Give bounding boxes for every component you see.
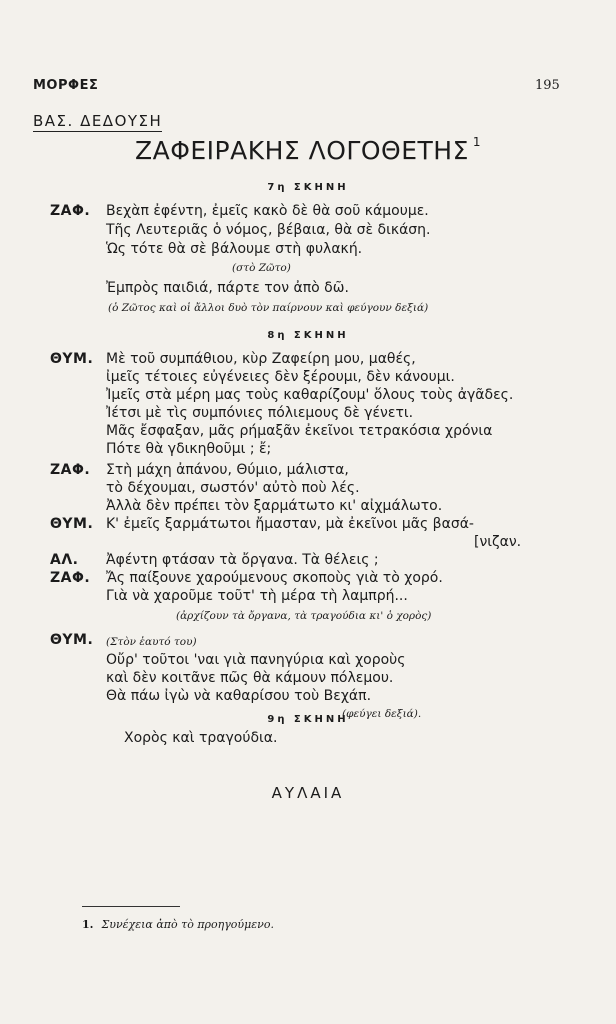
speaker-label: ΘΥΜ. bbox=[50, 351, 94, 367]
stage-direction: (ὁ Ζῶτος καὶ οἱ ἄλλοι δυὸ τὸν παίρνουν καὶ φεύγουν δεξιά) bbox=[108, 302, 429, 314]
verse-line: Ἀφέντη φτάσαν τὰ ὄργανα. Τὰ θέλεις ; bbox=[106, 552, 379, 568]
verse-line: Μᾶς ἔσφαξαν, μᾶς ρήμαξᾶν ἐκεῖνοι τετρακόσια χρόνια bbox=[106, 423, 493, 439]
speaker-label: ΘΥΜ. bbox=[50, 632, 94, 648]
speaker-label: ΖΑΦ. bbox=[50, 570, 91, 586]
journal-name: ΜΟΡΦΕΣ bbox=[33, 78, 99, 93]
stage-direction: (φεύγει δεξιά). bbox=[342, 708, 422, 720]
footnote-text: Συνέχεια ἀπὸ τὸ προηγούμενο. bbox=[101, 918, 274, 931]
verse-line: Ἰέτσι μὲ τὶς συμπόνιες πόλιεμους δὲ γένετι. bbox=[106, 405, 414, 421]
title-footnote-marker: 1 bbox=[472, 134, 482, 149]
verse-line: Ὡς τότε θὰ σὲ βάλουμε στὴ φυλακή. bbox=[106, 241, 363, 257]
verse-line: Ἄς παίξουνε χαρούμενους σκοποὺς γιὰ τὸ χορό. bbox=[106, 570, 443, 586]
verse-line: Θὰ πάω ἰγὼ νὰ καθαρίσου τοὺ Βεχάπ. bbox=[106, 688, 372, 704]
verse-line: Μὲ τοῦ συμπάθιου, κὺρ Ζαφείρη μου, μαθές, bbox=[106, 351, 416, 367]
scene-8-heading: 8η ΣΚΗΝΗ bbox=[267, 330, 349, 341]
speaker-label: ΖΑΦ. bbox=[50, 203, 91, 219]
verse-line: Στὴ μάχη ἀπάνου, Θύμιο, μάλιστα, bbox=[106, 462, 349, 478]
footnote-number: 1. bbox=[82, 918, 94, 931]
speaker-label: ΘΥΜ. bbox=[50, 516, 94, 532]
speaker-label: ΖΑΦ. bbox=[50, 462, 91, 478]
verse-line: τὸ δέχουμαι, σωστόν' αὐτὸ ποὺ λές. bbox=[106, 480, 360, 496]
stage-direction: (Στὸν ἑαυτό του) bbox=[106, 636, 197, 648]
verse-line: ἰμεῖς τέτοιες εὐγένειες δὲν ξέρουμι, δὲν κάνουμι. bbox=[106, 369, 455, 385]
scene-7-heading: 7η ΣΚΗΝΗ bbox=[267, 182, 349, 193]
verse-line: Πότε θὰ γδικηθοῦμι ; ἔ; bbox=[106, 441, 272, 457]
footnote-divider bbox=[82, 906, 180, 907]
verse-line: Γιὰ νὰ χαροῦμε τοῦτ' τὴ μέρα τὴ λαμπρή... bbox=[106, 588, 408, 604]
speaker-label: ΑΛ. bbox=[50, 552, 79, 568]
verse-line: Ἐμπρὸς παιδιά, πάρτε τον ἀπὸ δῶ. bbox=[106, 280, 349, 296]
footnote bbox=[82, 918, 274, 931]
stage-direction: (στὸ Ζῶτο) bbox=[232, 262, 291, 274]
verse-line: Χορὸς καὶ τραγούδια. bbox=[124, 730, 278, 746]
scene-9-heading: 9η ΣΚΗΝΗ bbox=[267, 714, 349, 725]
title-text: ΖΑΦΕΙΡΑΚΗΣ ΛΟΓΟΘΕΤΗΣ bbox=[134, 136, 469, 165]
verse-line: Ἀλλὰ δὲν πρέπει τὸν ξαρμάτωτο κι' αἰχμάλωτο. bbox=[106, 498, 443, 514]
author-name: ΒΑΣ. ΔΕΔΟΥΣΗ bbox=[33, 112, 163, 130]
verse-line: Κ' ἐμεῖς ξαρμάτωτοι ἤμασταν, μὰ ἐκεῖνοι μᾶς βασά- bbox=[106, 516, 474, 532]
page-number: 195 bbox=[535, 78, 560, 93]
verse-line: Τῆς Λευτεριᾶς ὁ νόμος, βέβαια, θὰ σὲ δικάση. bbox=[106, 222, 431, 238]
play-title bbox=[0, 136, 616, 165]
verse-line: καὶ δὲν κοιτᾶνε πῶς θὰ κάμουν πόλεμου. bbox=[106, 670, 394, 686]
stage-direction: (ἀρχίζουν τὰ ὄργανα, τὰ τραγούδια κι' ὁ χορὸς) bbox=[176, 610, 432, 622]
verse-line: Οὔρ' τοῦτοι 'ναι γιὰ πανηγύρια καὶ χοροὺς bbox=[106, 652, 406, 668]
verse-line: Βεχὰπ ἐφέντη, ἐμεῖς κακὸ δὲ θὰ σοῦ κάμουμε. bbox=[106, 203, 429, 219]
verse-line-continuation: [νιζαν. bbox=[474, 534, 522, 550]
verse-line: Ἰμεῖς στὰ μέρη μας τοὺς καθαρίζουμ' ὅλους τοὺς ἀγᾶδες. bbox=[106, 387, 514, 403]
curtain-label: ΑΥΛΑΙΑ bbox=[271, 784, 345, 802]
